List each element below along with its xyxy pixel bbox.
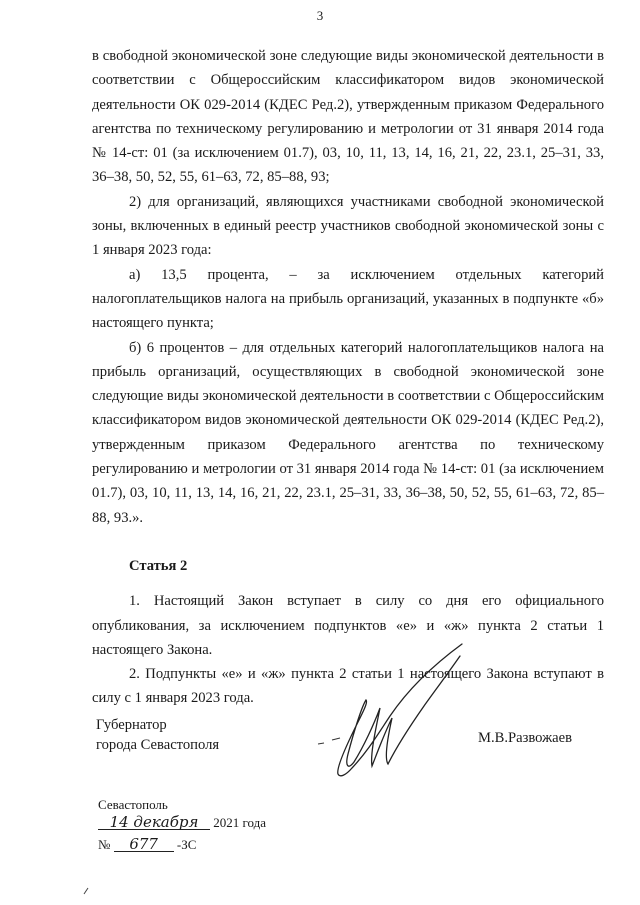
number-handwritten: 677 xyxy=(114,837,174,852)
date-handwritten: 14 декабря xyxy=(98,815,210,830)
signer-position xyxy=(96,715,219,755)
law-number xyxy=(98,837,196,853)
page-number: 3 xyxy=(316,8,324,23)
signer-position-line1: Губернатор xyxy=(96,717,167,733)
scan-mark xyxy=(82,886,90,896)
article-item-1: 1. Настоящий Закон вступает в силу со дня его официального опубликования, за исключением подпунктов «е» и «ж» пункта 2 статьи 1 настоящего Закона. xyxy=(92,593,604,658)
number-prefix: № xyxy=(98,837,111,852)
article-heading: Статья 2 xyxy=(129,557,188,574)
paragraph-subitem-a: а) 13,5 процента, – за исключением отдельных категорий налогоплательщиков налога на прибыль организаций, указанных в подпункте «б» настоящего пункта; xyxy=(92,266,604,332)
article-item-2: 2. Подпункты «е» и «ж» пункта 2 статьи 1 настоящего Закона вступают в силу с 1 января 2023 года. xyxy=(92,666,604,707)
signing-date xyxy=(98,815,266,831)
document-body xyxy=(92,44,604,711)
paragraph-subitem-b: б) 6 процентов – для отдельных категорий налогоплательщиков налога на прибыль организаций, осуществляющих в свободной экономической зоне следующие виды экономической деятельности в соответствии с Общероссийским классификатором видов экономической деятельности ОК 029-2014 (КДЕС Ред.2), утвержденным приказом Федерального агентства по техническому регулированию и метрологии от 31 января 2014 года № 14-ст: 01 (за исключением 01.7), 03, 10, 11, 13, 14, 16, 21, 22, 23.1, 25–31, 33, 36–38, 50, 52, 55, 61–63, 72, 85–88, 93.». xyxy=(92,339,604,526)
paragraph-continuation: в свободной экономической зоне следующие виды экономической деятельности в соответствии с Общероссийским классификатором видов экономической деятельности ОК 029-2014 (КДЕС Ред.2), утвержденным приказом Федерального агентства по техническому регулированию и метрологии от 31 января 2014 года № 14-ст: 01 (за исключением 01.7), 03, 10, 11, 13, 14, 16, 21, 22, 23.1, 25–31, 33, 36–38, 50, 52, 55, 61–63, 72, 85–88, 93; xyxy=(92,48,604,186)
handwritten-signature xyxy=(312,636,472,786)
number-suffix: -ЗС xyxy=(176,837,197,852)
signing-place: Севастополь xyxy=(98,797,168,812)
signer-position-line2: города Севастополя xyxy=(96,737,220,753)
date-year: 2021 года xyxy=(213,815,267,830)
paragraph-item-2: 2) для организаций, являющихся участниками свободной экономической зоны, включенных в единый реестр участников свободной экономической зоны с 1 января 2023 года: xyxy=(92,193,604,259)
signer-name: М.В.Развожаев xyxy=(478,730,573,746)
